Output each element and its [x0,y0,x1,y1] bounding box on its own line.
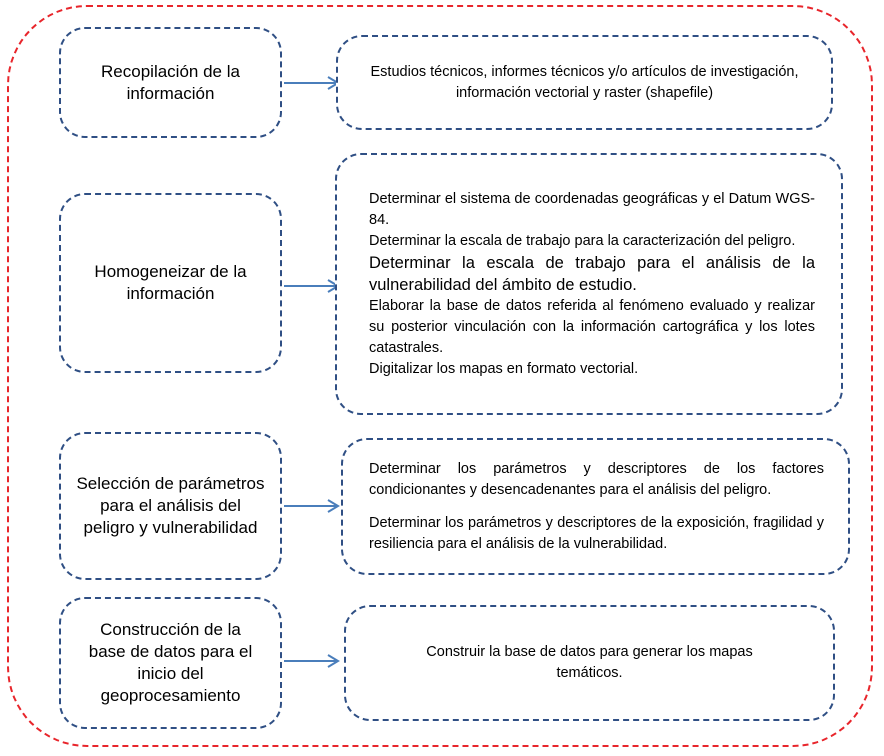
arrow-4 [284,653,342,669]
step-4-box [59,597,282,729]
arrow-3 [284,498,342,514]
step-2-label: Homogeneizar de la información [94,262,247,303]
step-4-detail-text: Construir la base de datos para generar los mapas temáticos. [426,644,753,681]
step-2-detail-item: Digitalizar los mapas en formato vectorial. [369,360,639,377]
arrow-1 [284,75,342,91]
step-2-detail-box [335,153,843,415]
step-4-detail-box [344,605,835,721]
step-3-detail-item: Determinar los parámetros y descriptores de los factores condicionantes y desencadenantes para el análisis del peligro. [369,460,824,498]
step-3-label: Selección de parámetros para el análisis del peligro y vulnerabilidad [76,474,265,537]
step-3-detail-box [341,438,850,575]
step-2-detail-item: Determinar la escala de trabajo para el análisis de la vulnerabilidad del ámbito de estudio. [369,253,815,294]
step-1-label: Recopilación de la información [101,61,240,103]
step-2-detail-item: Determinar el sistema de coordenadas geográficas y el Datum WGS-84. [369,190,815,228]
step-4-label: Construcción de la base de datos para el inicio del geoprocesamiento [88,620,253,705]
step-3-box [59,432,282,580]
step-1-detail-box [336,35,833,130]
arrow-2 [284,278,342,294]
step-1-box [59,27,282,138]
step-2-detail-item: Determinar la escala de trabajo para la caracterización del peligro. [369,232,796,249]
step-3-detail-item: Determinar los parámetros y descriptores de la exposición, fragilidad y resiliencia para el análisis de la vulnerabilidad. [369,514,824,552]
step-2-detail-item: Elaborar la base de datos referida al fenómeno evaluado y realizar su posterior vinculación con la información cartográfica y los lotes catastrales. [369,297,815,356]
step-1-detail-text: Estudios técnicos, informes técnicos y/o artículos de investigación, información vectorial y raster (shapefile) [370,63,799,101]
step-2-box [59,193,282,373]
